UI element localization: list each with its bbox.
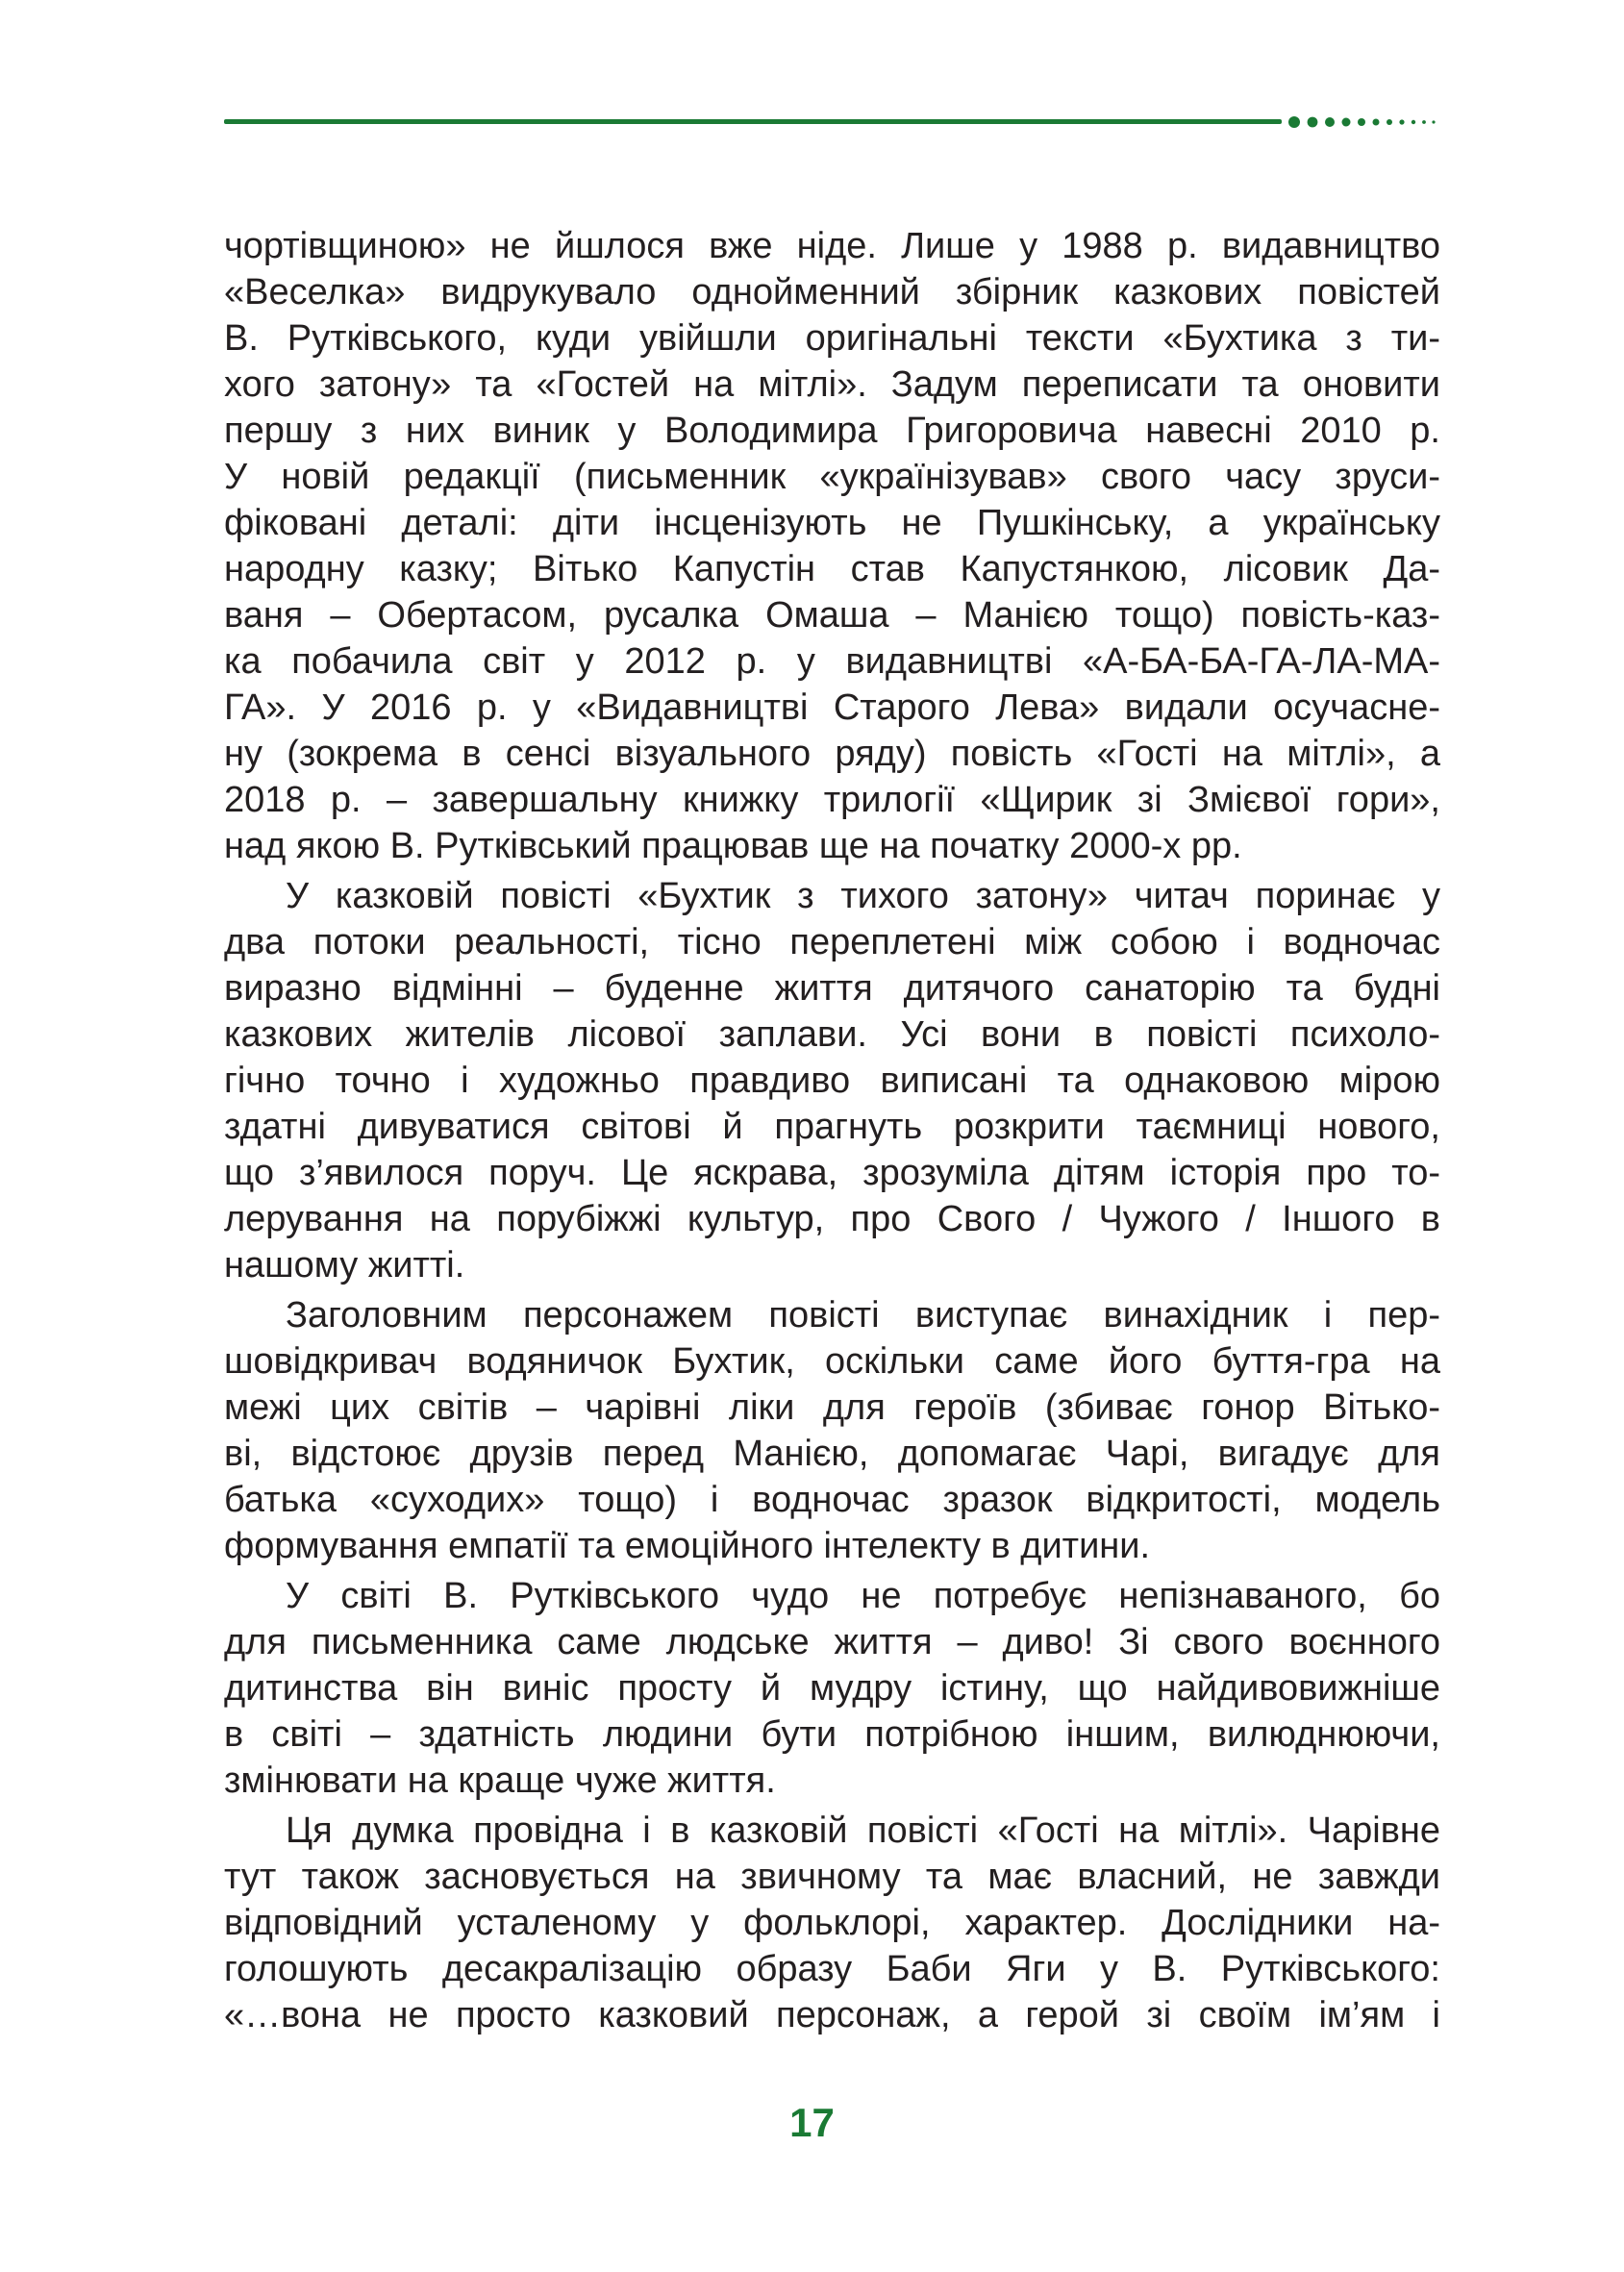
text-line: «Веселка» видрукувало однойменний збірник казкових повістей [224,272,1440,312]
body-text [224,223,1440,2042]
paragraph [224,1292,1440,1569]
text-line: У казковій повісті «Бухтик з тихого затону» читач поринає у [286,876,1440,916]
text-line: шовідкривач водяничок Бухтик, оскільки саме його буття-гра на [224,1341,1440,1382]
text-line: гічно точно і художньо правдиво виписані та однаковою мірою [224,1061,1440,1101]
paragraph [224,223,1440,869]
ornament-dot [1399,119,1404,124]
text-line: ГА». У 2016 р. у «Видавництві Старого Лева» видали осучасне- [224,687,1440,728]
text-line: ка побачила світ у 2012 р. у видавництві «А-БА-БА-ГА-ЛА-МА- [224,641,1440,682]
paragraph [224,873,1440,1288]
text-line: дитинства він виніс просту й мудру істину, що найдивовижніше [224,1668,1440,1709]
text-line: межі цих світів – чарівні ліки для героїв (збиває гонор Вітько- [224,1387,1440,1428]
text-line: Заголовним персонажем повісті виступає винахідник і пер- [286,1295,1440,1336]
text-line: виразно відмінні – буденне життя дитячого санаторію та будні [224,968,1440,1009]
ornament-dot [1358,118,1365,126]
text-line: в світі – здатність людини бути потрібною іншим, вилюднюючи, [224,1714,1440,1755]
text-line: формування емпатії та емоційного інтелекту в дитини. [224,1526,1151,1566]
text-line: батька «суходих» тощо) і водночас зразок відкритості, модель [224,1480,1440,1520]
text-line: лерування на порубіжжі культур, про Свого / Чужого / Іншого в [224,1199,1440,1239]
ornament-dot [1422,120,1426,124]
text-line: В. Рутківського, куди увійшли оригінальні тексти «Бухтика з ти- [224,318,1440,359]
text-line: голошують десакралізацію образу Баби Яги у В. Рутківського: [224,1949,1440,1989]
text-line: У світі В. Рутківського чудо не потребує непізнаваного, бо [286,1576,1440,1616]
text-line: «…вона не просто казковий персонаж, а герой зі своїм ім’ям і [224,1995,1440,2035]
text-line: Ця думка провідна і в казковій повісті «Гості на мітлі». Чарівне [286,1810,1440,1851]
header-rule [224,119,1282,124]
text-line: ну (зокрема в сенсі візуального ряду) повість «Гості на мітлі», а [224,734,1440,774]
ornament-dot [1373,119,1380,126]
text-line: змінювати на краще чуже життя. [224,1760,776,1801]
text-line: відповідний усталеному у фольклорі, характер. Дослідники на- [224,1903,1440,1943]
text-line: ві, відстоює друзів перед Манією, допомагає Чарі, вигадує для [224,1434,1440,1474]
text-line: два потоки реальності, тісно переплетені між собою і водночас [224,922,1440,962]
text-line: У новій редакції (письменник «українізував» свого часу зруси- [224,457,1440,497]
header-dots-ornament [1287,114,1440,130]
text-line: першу з них виник у Володимира Григоровича навесні 2010 р. [224,411,1440,451]
ornament-dot [1432,120,1435,123]
text-line: здатні дивуватися світові й прагнуть розкрити таємниці нового, [224,1107,1440,1147]
text-line: казкових жителів лісової заплави. Усі вони в повісті психоло- [224,1014,1440,1055]
text-line: нашому житті. [224,1245,465,1286]
page-number: 17 [789,2100,835,2145]
paragraph [224,1808,1440,2038]
ornament-dot [1325,117,1335,127]
ornament-dot [1412,120,1415,124]
text-line: фіковані деталі: діти інсценізують не Пушкінську, а українську [224,503,1440,543]
text-line: народну казку; Вітько Капустін став Капустянкою, лісовик Да- [224,549,1440,589]
text-line: над якою В. Рутківський працював ще на початку 2000-х рр. [224,826,1242,866]
text-line: ваня – Обертасом, русалка Омаша – Манією тощо) повість-каз- [224,595,1440,636]
text-line: тут також засновується на звичному та має власний, не завжди [224,1857,1440,1897]
text-line: чортівщиною» не йшлося вже ніде. Лише у 1988 р. видавництво [224,226,1440,266]
ornament-dot [1387,119,1392,125]
ornament-dot [1342,118,1351,127]
paragraph [224,1573,1440,1804]
text-line: 2018 р. – завершальну книжку трилогії «Щирик зі Змієвої гори», [224,780,1440,820]
ornament-dot [1288,116,1300,128]
ornament-dot [1308,117,1318,128]
text-line: що з’явилося поруч. Це яскрава, зрозуміла дітям історія про то- [224,1153,1440,1193]
text-line: для письменника саме людське життя – диво! Зі свого воєнного [224,1622,1440,1662]
text-line: хого затону» та «Гостей на мітлі». Задум переписати та оновити [224,364,1440,405]
